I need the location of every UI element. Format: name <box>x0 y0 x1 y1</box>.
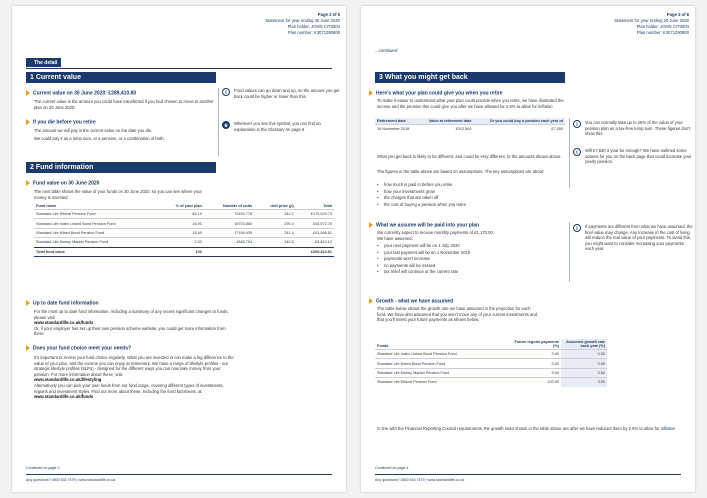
plan-number: Plan number: K3071290800 <box>636 30 689 35</box>
fund-value-text: The next table shows the value of your funds on 30 June 2020, so you can see where your money is invested <box>34 189 202 200</box>
inflation-link[interactable]: inflation <box>538 103 553 109</box>
fund-total: £45,572.76 <box>296 219 334 228</box>
fund-price: 290.3 <box>254 219 296 228</box>
tax-free-note-text: You can normally take up to 25% of the value of your pension plan as a tax-free lump sum. These figures don't show this. <box>585 120 691 137</box>
col-percent: % of your plan <box>175 204 202 208</box>
lifestyling-link[interactable]: www.standardlife.co.uk/lifestyling <box>34 377 102 383</box>
growth-rate: 3.50 <box>561 378 607 387</box>
funds-link-2[interactable]: www.standardlife.co.uk/funds <box>34 394 94 400</box>
retirement-date: 16 November 2018 <box>375 125 418 134</box>
fund-name: Standard Life Mixed Bond Pension Fund <box>375 359 509 368</box>
choice-heading <box>26 345 131 351</box>
col-fund-name: Fund name <box>36 204 57 208</box>
page-number: Page 2 of 6 <box>317 12 340 17</box>
fund-value-note-text: Fund values can go down and up, so the amount you get back could be higher or lower than this. <box>234 88 340 99</box>
info-icon: i <box>573 148 581 156</box>
growth-heading-text: Growth - what we have assumed <box>376 298 454 305</box>
future-payments: 100.00 <box>509 378 561 387</box>
table-row <box>375 125 565 134</box>
continued-link[interactable]: Continued on page 4 <box>375 466 409 470</box>
col-pension-each-year: Or you could buy a pension each year of <box>489 119 563 123</box>
enough-note-text: Will £7,530 a year be enough? We have outlined some options for you on the back page that could increase your yearly pension. <box>585 148 692 165</box>
table-row <box>375 359 607 368</box>
continued-link[interactable]: Continued on page 3 <box>26 466 60 470</box>
get-back-body: To make it easier to understand what your plan could provide when you retire, we have illustrated the income and the pension this could give you after we have allowed for 2.5% to allow for <box>377 98 564 109</box>
tax-free-note <box>573 120 693 137</box>
list-item: • the cost of buying a pension when you retire <box>377 202 565 209</box>
growth-rate: 0.00 <box>561 350 607 359</box>
die-text-1: The amount we will pay is the current value on the date you die. <box>34 128 153 133</box>
arrow-icon <box>26 119 30 125</box>
paid-heading-text: What we assume will be paid into your plan <box>376 222 480 229</box>
current-value-heading-text: Current value on 30 June 2020: £269,410.80 <box>33 90 137 97</box>
table-row <box>34 210 334 219</box>
future-payments: 0.00 <box>509 368 561 377</box>
growth-rate: 0.50 <box>561 359 607 368</box>
frc-body: In line with the Financial Reporting Council requirements, the growth rates shown in the table above are after we have reduced them by 2.5% to allow for <box>377 426 660 431</box>
info-icon: i <box>573 120 581 128</box>
assume-text: The figures in the table above are based on assumptions. The key assumptions are about: <box>377 169 545 174</box>
list-item: • your last payment will be on 1 November 2019 <box>377 250 565 257</box>
fund-units: 17169.435 <box>204 228 254 237</box>
arrow-icon <box>26 345 30 351</box>
get-back-text <box>377 98 565 109</box>
header-rule <box>26 68 332 69</box>
fund-name: Standard Life Ethical Pension Fund <box>375 378 509 387</box>
table-row <box>34 228 334 237</box>
list-item: • how much is paid in before you retire <box>377 182 565 189</box>
inflation-link-2[interactable]: inflation <box>660 426 676 431</box>
die-heading-text: If you die before you retire <box>33 119 96 126</box>
column-divider <box>569 118 570 188</box>
page-header <box>614 12 689 36</box>
col-unit-price: Unit price (p) <box>270 204 294 208</box>
growth-text: The table below shows the growth rate we have assumed in the projection for each fund. We have also assumed that you won't move any of your current investments and that you'll invest your future payments as shown below. <box>377 306 537 323</box>
section-what-you-get-back: 3 What you might get back <box>375 72 565 83</box>
page-footer: Any questions? 0800 634 7479 | www.standardlife.co.uk <box>375 478 465 482</box>
table-row <box>375 378 607 387</box>
arrow-icon <box>369 298 373 304</box>
retirement-table <box>375 118 565 133</box>
col-value-at-retirement: Value at retirement date <box>428 119 472 123</box>
fund-table <box>34 203 334 257</box>
fund-units: 15703.860 <box>204 219 254 228</box>
column-divider <box>218 88 219 156</box>
total-value: £269,410.81 <box>296 247 334 256</box>
plan-holder: Plan holder: JOHN CITIZEN <box>287 24 340 29</box>
growth-table <box>375 339 607 387</box>
current-value-heading <box>26 90 136 96</box>
frc-text <box>377 426 685 432</box>
fund-total: £6,810.12 <box>296 238 334 247</box>
col-units: Number of units <box>223 204 253 208</box>
fund-price: 241.4 <box>254 228 296 237</box>
fund-name: Standard Life Money Market Pension Fund <box>375 368 509 377</box>
get-back-heading <box>369 90 503 96</box>
paid-text-2: We have assumed: <box>377 236 413 241</box>
statement-period: Statement for year ending 30 June 2020 <box>614 18 689 23</box>
col-total: Total <box>323 204 332 208</box>
fund-name: Standard Life Ethical Pension Fund <box>34 210 158 219</box>
list-item: • your next payment will be on 1 July 2020 <box>377 243 565 250</box>
arrow-icon <box>26 90 30 96</box>
payments-note-text: If payments are different from what we have assumed, the final value may change. Any increase in the cost of living will reduce the real value of your payments. To avoid this, you might want to consider increasing your payments each year. <box>585 224 693 252</box>
table-total-row <box>34 247 334 256</box>
payment-assumption-list <box>377 243 565 276</box>
die-heading <box>26 119 96 125</box>
growth-heading <box>369 298 453 304</box>
col-future-payments: Future regular payments (%) <box>514 340 559 348</box>
fund-value-note <box>222 88 342 99</box>
payments-note <box>573 224 693 252</box>
likely-text: What you get back is likely to be different, and could be very different, to the amounts shown above. <box>377 154 562 159</box>
future-payments: 0.00 <box>509 359 561 368</box>
fund-percent: 2.53 <box>158 238 204 247</box>
uptodate-body: For the most up to date fund information, including a summary of any recent significant changes to funds, please visit <box>34 309 229 320</box>
choice-text <box>34 355 234 400</box>
fund-name: Standard Life Index Linked Bond Pension Fund <box>375 350 509 359</box>
arrow-icon <box>26 180 30 186</box>
choice-body: It's important to review your fund choice regularly. What you are invested in can make a big difference to the value of your plan, and the income you can enjoy at retirement. We have a range of lifestyle profiles - our strategic lifestyle profiles (SLPs) - designed for the different ways you can now take money from your pension. For more information about these, visit <box>34 355 234 377</box>
plan-number: Plan number: K3071290800 <box>287 30 340 35</box>
current-value-text: The current value is the amount you could have transferred if you had chosen to move to another plan on 30 June 2020. <box>34 99 214 110</box>
section-fund-information: 2 Fund information <box>26 162 216 173</box>
assumption-list <box>377 182 565 208</box>
arrow-icon <box>26 300 30 306</box>
statement-page-3 <box>361 6 695 492</box>
plan-holder: Plan holder: JOHN CITIZEN <box>636 24 689 29</box>
fund-total: £41,486.51 <box>296 228 334 237</box>
statement-page-2 <box>12 6 346 492</box>
footer-rule <box>26 474 332 475</box>
uptodate-body-2: Or, if your employer has set up their own pension scheme website, you could get more information from there. <box>34 325 226 337</box>
funds-link[interactable]: www.standardlife.co.uk/funds <box>34 320 94 326</box>
uptodate-text <box>34 309 234 337</box>
arrow-icon <box>369 222 373 228</box>
continued-label: ...continued <box>375 48 398 53</box>
list-item: • payments won't increase <box>377 256 565 263</box>
fund-units: 4845.704 <box>204 238 254 247</box>
fund-value-heading-text: Fund value on 30 June 2020 <box>33 180 100 187</box>
page-number: Page 3 of 6 <box>666 12 689 17</box>
total-label: Total fund value <box>34 247 158 256</box>
table-row <box>375 368 607 377</box>
statement-period: Statement for year ending 30 June 2020 <box>265 18 340 23</box>
glossary-note-text: Wherever you see this symbol, you can find an explanation in the Glossary on page 6 <box>234 121 321 132</box>
get-back-heading-text: Here's what your plan could give you when you retire <box>376 90 503 97</box>
section-current-value: 1 Current value <box>26 72 216 83</box>
col-growth-rate: Assumed growth rate each year (%) <box>561 339 607 350</box>
info-icon: i <box>222 88 230 96</box>
fund-name: Standard Life Index Linked Bond Pension Fund <box>34 219 158 228</box>
col-funds: Funds <box>377 344 389 348</box>
table-row <box>34 219 334 228</box>
fund-value-heading <box>26 180 99 186</box>
column-divider <box>569 222 570 282</box>
pension-per-year: £7,550 <box>474 125 566 134</box>
table-row <box>34 238 334 247</box>
section-tab: The detail <box>26 58 61 67</box>
fund-name: Standard Life Money Market Pension Fund <box>34 238 158 247</box>
future-payments: 0.00 <box>509 350 561 359</box>
choice-body-2: Alternatively you can pick your own funds from our fund range, covering different types of investments, regions and investment styles. Find out more about these, including the fund factsheets, at <box>34 382 224 394</box>
list-item: • the charges that are taken off <box>377 195 565 202</box>
fund-percent: 16.91 <box>158 219 204 228</box>
choice-heading-text: Does your fund choice meet your needs? <box>33 345 132 352</box>
die-text-2: We could pay it as a lump sum, or a pension, or a combination of both. <box>34 136 165 141</box>
info-icon: i <box>573 224 581 232</box>
fund-percent: 15.40 <box>158 228 204 237</box>
footer-rule <box>375 474 681 475</box>
fund-price: 242.2 <box>254 210 296 219</box>
col-retirement-date: Retirement date <box>377 119 406 123</box>
paid-text: We currently expect to receive monthly payments of £1,170.00. <box>377 230 495 235</box>
paid-heading <box>369 222 479 228</box>
enough-note <box>573 148 693 165</box>
retirement-value: £312,500 <box>418 125 474 134</box>
star-icon: ★ <box>223 123 229 129</box>
list-item: • tax relief will continue at the current rate <box>377 269 565 276</box>
page-footer: Any questions? 0800 634 7479 | www.standardlife.co.uk <box>26 478 116 482</box>
list-item: • no payments will be missed <box>377 263 565 270</box>
list-item: • how your investments grow <box>377 189 565 196</box>
growth-rate: 0.50 <box>561 368 607 377</box>
fund-units: 72494.776 <box>204 210 254 219</box>
fund-name: Standard Life Mixed Bond Pension Fund <box>34 228 158 237</box>
page-header <box>265 12 340 36</box>
fund-percent: 65.19 <box>158 210 204 219</box>
arrow-icon <box>369 90 373 96</box>
glossary-note <box>222 121 342 132</box>
uptodate-heading-text: Up to date fund information <box>33 300 99 307</box>
fund-total: £175,529.73 <box>296 210 334 219</box>
uptodate-heading <box>26 300 99 306</box>
fund-price: 140.5 <box>254 238 296 247</box>
table-row <box>375 350 607 359</box>
total-percent: 100 <box>158 247 204 256</box>
